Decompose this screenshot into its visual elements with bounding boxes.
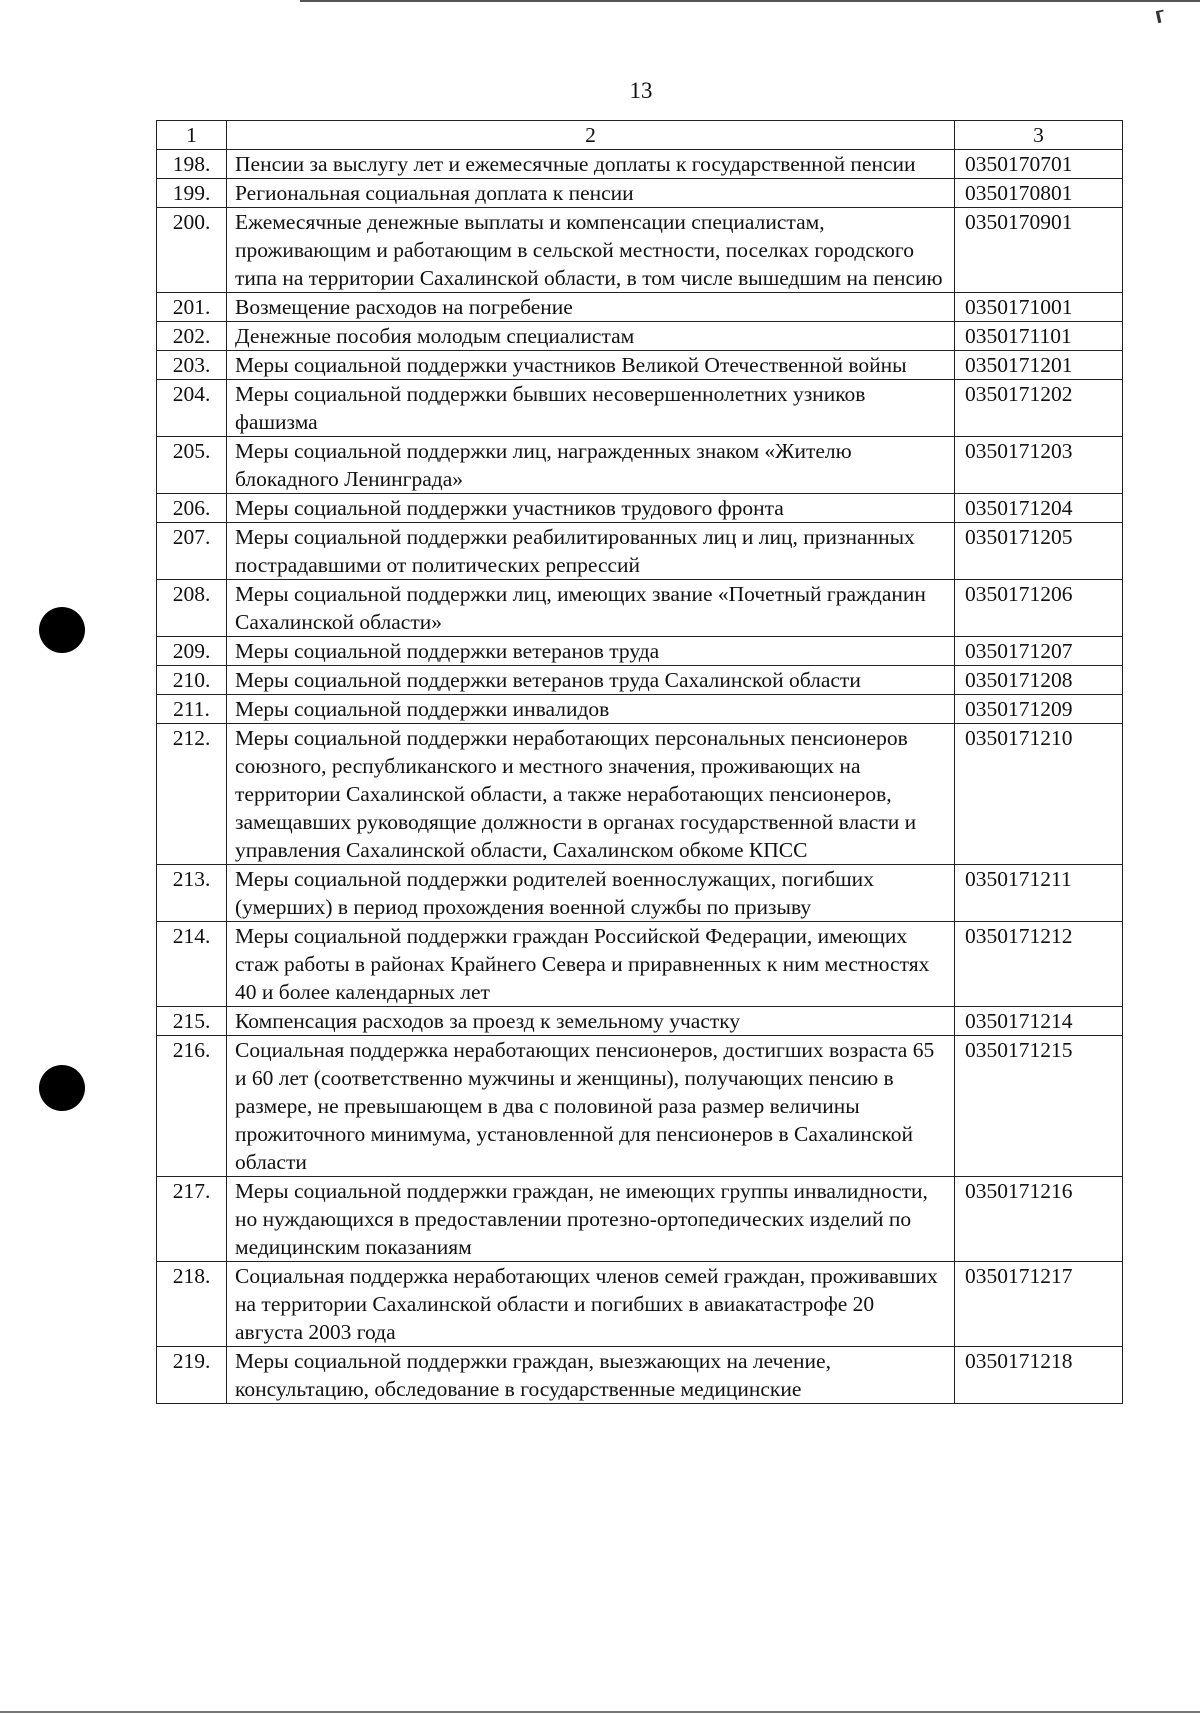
row-number: 203. xyxy=(157,351,227,380)
row-name: Меры социальной поддержки участников Великой Отечественной войны xyxy=(227,351,955,380)
table-row xyxy=(157,494,1123,523)
row-code: 0350171215 xyxy=(955,1036,1123,1177)
row-number: 209. xyxy=(157,637,227,666)
scan-top-edge xyxy=(300,0,1200,2)
row-code: 0350171205 xyxy=(955,523,1123,580)
row-number: 198. xyxy=(157,150,227,179)
row-code: 0350171201 xyxy=(955,351,1123,380)
row-name: Меры социальной поддержки граждан Российской Федерации, имеющих стаж работы в районах Крайнего Севера и приравненных к ним местностях 40 и более календарных лет xyxy=(227,922,955,1007)
table-row xyxy=(157,580,1123,637)
row-code: 0350171206 xyxy=(955,580,1123,637)
row-number: 201. xyxy=(157,293,227,322)
row-number: 216. xyxy=(157,1036,227,1177)
table-row xyxy=(157,1347,1123,1404)
row-code: 0350171214 xyxy=(955,1007,1123,1036)
row-number: 210. xyxy=(157,666,227,695)
row-number: 202. xyxy=(157,322,227,351)
row-name: Компенсация расходов за проезд к земельному участку xyxy=(227,1007,955,1036)
table-row xyxy=(157,150,1123,179)
table-row xyxy=(157,380,1123,437)
table-row xyxy=(157,208,1123,293)
row-name: Меры социальной поддержки участников трудового фронта xyxy=(227,494,955,523)
punch-hole-icon xyxy=(39,1065,85,1111)
row-number: 206. xyxy=(157,494,227,523)
table-row xyxy=(157,865,1123,922)
handwritten-mark: ⸢ xyxy=(1152,6,1173,45)
table-row xyxy=(157,1007,1123,1036)
row-name: Ежемесячные денежные выплаты и компенсации специалистам, проживающим и работающим в сельской местности, поселках городского типа на территории Сахалинской области, в том числе вышедшим на пенсию xyxy=(227,208,955,293)
row-name: Меры социальной поддержки граждан, не имеющих группы инвалидности, но нуждающихся в предоставлении протезно-ортопедических изделий по медицинским показаниям xyxy=(227,1177,955,1262)
row-name: Меры социальной поддержки реабилитированных лиц и лиц, признанных пострадавшими от политических репрессий xyxy=(227,523,955,580)
row-code: 0350171203 xyxy=(955,437,1123,494)
row-code: 0350171101 xyxy=(955,322,1123,351)
row-code: 0350171202 xyxy=(955,380,1123,437)
row-code: 0350171212 xyxy=(955,922,1123,1007)
table-row xyxy=(157,437,1123,494)
row-name: Социальная поддержка неработающих членов семей граждан, проживавших на территории Сахалинской области и погибших в авиакатастрофе 20 августа 2003 года xyxy=(227,1262,955,1347)
row-code: 0350171204 xyxy=(955,494,1123,523)
row-number: 211. xyxy=(157,695,227,724)
row-name: Меры социальной поддержки инвалидов xyxy=(227,695,955,724)
row-name: Меры социальной поддержки лиц, награжденных знаком «Жителю блокадного Ленинграда» xyxy=(227,437,955,494)
row-name: Меры социальной поддержки граждан, выезжающих на лечение, консультацию, обследование в государственные медицинские xyxy=(227,1347,955,1404)
row-number: 205. xyxy=(157,437,227,494)
row-name: Меры социальной поддержки неработающих персональных пенсионеров союзного, республиканского и местного значения, проживающих на территории Сахалинской области, а также неработающих пенсионеров, замещавших руководящие должности в органах государственной власти и управления Сахалинской области, Сахалинском обкоме КПСС xyxy=(227,724,955,865)
row-code: 0350171208 xyxy=(955,666,1123,695)
row-number: 219. xyxy=(157,1347,227,1404)
row-number: 212. xyxy=(157,724,227,865)
row-code: 0350170901 xyxy=(955,208,1123,293)
row-name: Региональная социальная доплата к пенсии xyxy=(227,179,955,208)
row-name: Меры социальной поддержки ветеранов труда xyxy=(227,637,955,666)
punch-hole-icon xyxy=(39,607,85,653)
table-body xyxy=(157,150,1123,1404)
table-row xyxy=(157,637,1123,666)
table-row xyxy=(157,1177,1123,1262)
row-code: 0350171207 xyxy=(955,637,1123,666)
table-row xyxy=(157,351,1123,380)
column-header-name: 2 xyxy=(227,121,955,150)
row-code: 0350170701 xyxy=(955,150,1123,179)
column-header-code: 3 xyxy=(955,121,1123,150)
table-row xyxy=(157,322,1123,351)
row-name: Меры социальной поддержки родителей военнослужащих, погибших (умерших) в период прохождения военной службы по призыву xyxy=(227,865,955,922)
table-row xyxy=(157,523,1123,580)
row-code: 0350171210 xyxy=(955,724,1123,865)
row-code: 0350170801 xyxy=(955,179,1123,208)
row-code: 0350171217 xyxy=(955,1262,1123,1347)
row-number: 215. xyxy=(157,1007,227,1036)
row-number: 217. xyxy=(157,1177,227,1262)
row-code: 0350171216 xyxy=(955,1177,1123,1262)
table-row xyxy=(157,293,1123,322)
row-name: Пенсии за выслугу лет и ежемесячные доплаты к государственной пенсии xyxy=(227,150,955,179)
scan-bottom-edge xyxy=(0,1711,1200,1713)
row-code: 0350171218 xyxy=(955,1347,1123,1404)
table-header-row xyxy=(157,121,1123,150)
page-number: 13 xyxy=(629,78,653,103)
row-name: Меры социальной поддержки лиц, имеющих звание «Почетный гражданин Сахалинской области» xyxy=(227,580,955,637)
table-row xyxy=(157,695,1123,724)
row-name: Меры социальной поддержки ветеранов труда Сахалинской области xyxy=(227,666,955,695)
table-row xyxy=(157,724,1123,865)
table-row xyxy=(157,179,1123,208)
row-number: 214. xyxy=(157,922,227,1007)
row-number: 199. xyxy=(157,179,227,208)
row-name: Возмещение расходов на погребение xyxy=(227,293,955,322)
budget-classification-table xyxy=(156,120,1123,1404)
column-header-number: 1 xyxy=(157,121,227,150)
row-name: Меры социальной поддержки бывших несовершеннолетних узников фашизма xyxy=(227,380,955,437)
row-name: Социальная поддержка неработающих пенсионеров, достигших возраста 65 и 60 лет (соответственно мужчины и женщины), получающих пенсию в размере, не превышающем в два с половиной раза размер величины прожиточного минимума, установленной для пенсионеров в Сахалинской области xyxy=(227,1036,955,1177)
row-code: 0350171211 xyxy=(955,865,1123,922)
row-number: 208. xyxy=(157,580,227,637)
row-code: 0350171209 xyxy=(955,695,1123,724)
row-code: 0350171001 xyxy=(955,293,1123,322)
table-row xyxy=(157,666,1123,695)
row-number: 200. xyxy=(157,208,227,293)
table-row xyxy=(157,1262,1123,1347)
row-number: 204. xyxy=(157,380,227,437)
row-number: 207. xyxy=(157,523,227,580)
table-row xyxy=(157,922,1123,1007)
row-number: 218. xyxy=(157,1262,227,1347)
row-name: Денежные пособия молодым специалистам xyxy=(227,322,955,351)
table-row xyxy=(157,1036,1123,1177)
row-number: 213. xyxy=(157,865,227,922)
